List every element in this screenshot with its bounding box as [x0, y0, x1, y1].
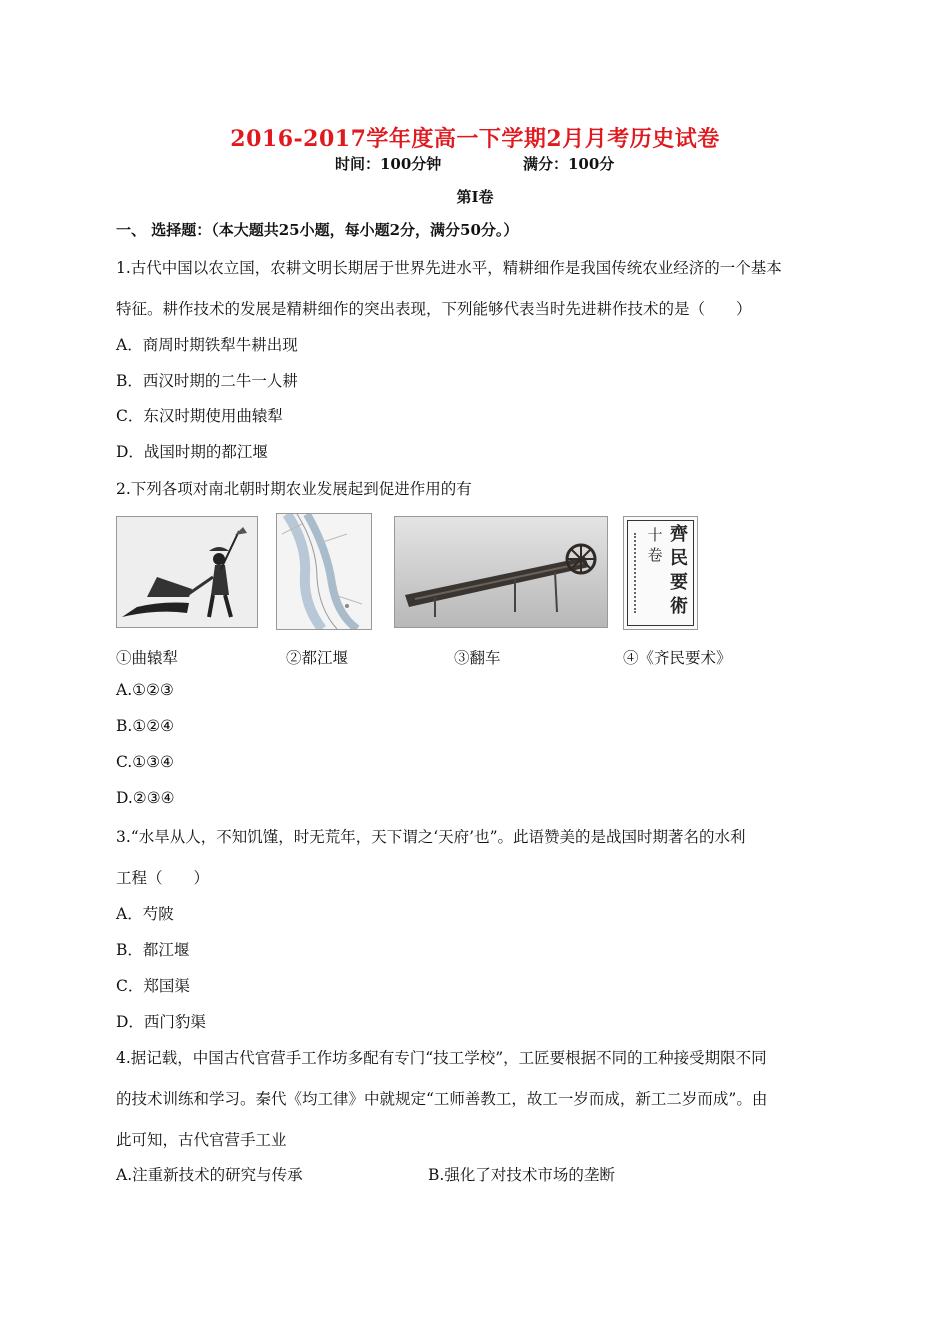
q3-option-b: B．都江堰 [116, 941, 190, 959]
q4-stem-line1: 4.据记载，中国古代官营手工作坊多配有专门“技工学校”，工匠要根据不同的工种接受期限不同 [116, 1049, 767, 1067]
plough-image [116, 516, 258, 628]
q2-option-a: A.①②③ [116, 681, 174, 699]
q2-option-d: D.②③④ [116, 789, 175, 807]
q2-caption-3: ③翻车 [454, 649, 501, 667]
q1-stem-line2: 特征。耕作技术的发展是精耕细作的突出表现，下列能够代表当时先进耕作技术的是（ ） [116, 300, 752, 318]
part-heading: 一、 选择题：（本大题共25小题，每小题2分，满分50分。） [116, 221, 519, 239]
dujiangyan-map-image [276, 513, 372, 630]
exam-time: 时间：100分钟 [335, 155, 442, 173]
section-title: 第I卷 [456, 188, 494, 206]
chain-pump-image [394, 516, 608, 628]
q3-option-c: C．郑国渠 [116, 977, 190, 995]
q4-stem-line3: 此可知，古代官营手工业 [116, 1131, 287, 1149]
q4-option-a: A.注重新技术的研究与传承 [116, 1166, 303, 1184]
q1-option-a: A．商周时期铁犁牛耕出现 [116, 336, 298, 354]
q3-stem-line1: 3.“水旱从人，不知饥馑，时无荒年，天下谓之‘天府’也”。此语赞美的是战国时期著名的水利 [116, 828, 746, 846]
q2-caption-1: ①曲辕犁 [116, 649, 179, 667]
q1-option-c: C．东汉时期使用曲辕犁 [116, 407, 283, 425]
q3-option-d: D．西门豹渠 [116, 1013, 206, 1031]
q1-option-b: B．西汉时期的二牛一人耕 [116, 372, 298, 390]
q4-stem-line2: 的技术训练和学习。秦代《均工律》中就规定“工师善教工，故工一岁而成，新工二岁而成”。由 [116, 1090, 768, 1108]
q3-option-a: A．芍陂 [116, 905, 174, 923]
q2-stem: 2.下列各项对南北朝时期农业发展起到促进作用的有 [116, 480, 472, 498]
q2-caption-2: ②都江堰 [286, 649, 349, 667]
qimin-yaoshu-book-image [623, 516, 698, 630]
q2-option-b: B.①②④ [116, 717, 175, 735]
book-volume-text: 十卷 [647, 526, 663, 564]
q1-stem-line1: 1.古代中国以农立国，农耕文明长期居于世界先进水平，精耕细作是我国传统农业经济的一个基本 [116, 259, 782, 277]
exam-title: 2016-2017学年度高一下学期2月月考历史试卷 [230, 126, 720, 152]
book-title-text: 齊民要術 [670, 524, 688, 617]
q2-option-c: C.①③④ [116, 753, 174, 771]
q4-option-b: B.强化了对技术市场的垄断 [428, 1166, 615, 1184]
q3-stem-line2: 工程（ ） [116, 869, 210, 887]
exam-score: 满分：100分 [523, 155, 615, 173]
q2-caption-4: ④《齐民要术》 [623, 649, 732, 667]
book-small-inscription [634, 533, 642, 613]
q1-option-d: D．战国时期的都江堰 [116, 443, 268, 461]
